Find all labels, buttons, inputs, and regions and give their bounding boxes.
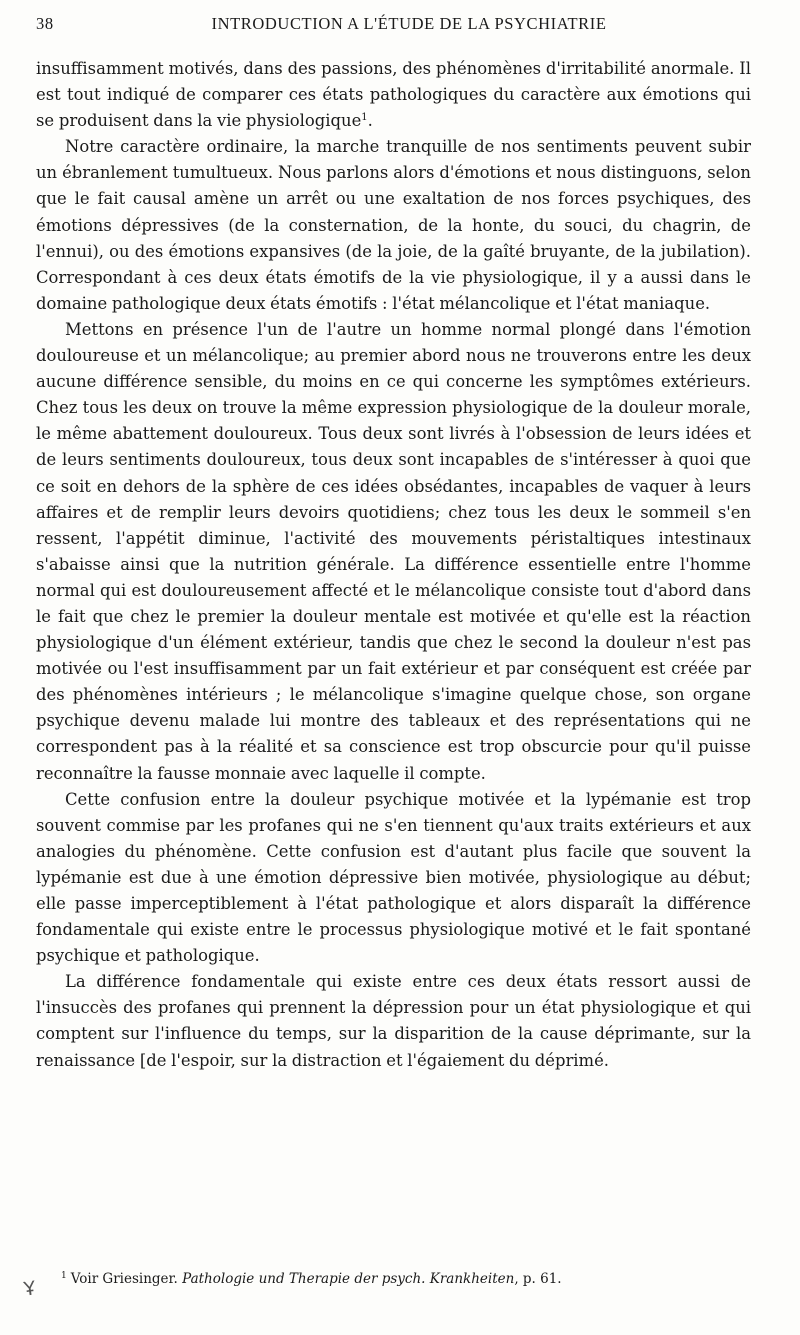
footnote-text: Voir Griesinger. [70,1271,183,1287]
paragraph-4: Cette confusion entre la douleur psychique motivée et la lypémanie est trop souvent commise par les profanes qui ne s'en tiennent qu'aux traits extérieurs et aux analogies du phénomène. Cette confusion est d'autant plus facile que souvent la lypémanie est due à une émotion dépressive bien motivée, physiologique au début; elle passe imperceptiblement à l'état pathologique et alors disparaît la différence fondamentale qui existe entre le processus physiologique motivé et le fait spontané psychique et pathologique. [36,789,751,966]
paragraph-1-end: . [367,111,373,131]
footnote-page: , p. 61. [514,1271,562,1287]
paragraph-1-text: insuffisamment motivés, dans des passions, des phénomènes d'irritabilité anormale. Il est tout indiqué de comparer ces états pathologiques du caractère aux émotions qui se produisent dans la vie physiologique [36,59,751,131]
footnote-mark: 1 [61,1271,67,1281]
paragraph-3: Mettons en présence l'un de l'autre un homme normal plongé dans l'émotion douloureuse et un mélancolique; au premier abord nous ne trouverons entre les deux aucune différence sensible, du moins en ce qui concerne les symptômes extérieurs. Chez tous les deux on trouve la même expression physiologique de la douleur morale, le même abattement douloureux. Tous deux sont livrés à l'obsession de leurs idées et de leurs sentiments douloureux, tous deux sont incapables de s'intéresser à quoi que ce soit en dehors de la sphère de ces idées obsédantes, incapables de vaquer à leurs affaires et de remplir leurs devoirs quotidiens; chez tous les deux le sommeil s'en ressent, l'appétit diminue, l'activité des mouvements péristaltiques intestinaux s'abaisse ainsi que la nutrition générale. La différence essentielle entre l'homme normal qui est douloureusement affecté et le mélancolique consiste tout d'abord dans le fait que chez le premier la douleur mentale est motivée et qu'elle est la réaction physiologique d'un élément extérieur, tandis que chez le second la douleur n'est pas motivée ou l'est insuffisamment par un fait extérieur et par conséquent est créée par des phénomènes intérieurs ; le mélancolique s'imagine quelque chose, son organe psychique devenu malade lui montre des tableaux et des représentations qui ne correspondent pas à la réalité et sa conscience est trop obscurcie pour qu'il puisse reconnaître la fausse monnaie avec laquelle il compte. [36,319,751,783]
footnote-book-title: Pathologie und Therapie der psych. Krankheiten [182,1271,515,1287]
paragraph-1 [36,56,751,134]
running-head [36,14,752,38]
body-text [36,56,751,1074]
running-title: INTRODUCTION A L'ÉTUDE DE LA PSYCHIATRIE [211,14,607,33]
paragraph-2: Notre caractère ordinaire, la marche tranquille de nos sentiments peuvent subir un ébranlement tumultueux. Nous parlons alors d'émotions et nous distinguons, selon que le fait causal amène un arrêt ou une exaltation de nos forces psychiques, des émotions dépressives (de la consternation, de la honte, du souci, du chagrin, de l'ennui), ou des émotions expansives (de la joie, de la gaîté bruyante, de la jubilation). Correspondant à ces deux états émotifs de la vie physiologique, il y a aussi dans le domaine pathologique deux états émotifs : l'état mélancolique et l'état maniaque. [36,137,751,313]
paragraph-5: La différence fondamentale qui existe entre ces deux états ressort aussi de l'insuccès des profanes qui prennent la dépression pour un état physiologique et qui comptent sur l'influence du temps, sur la disparition de la cause déprimante, sur la renaissance [de l'espoir, sur la distraction et l'égaiement du déprimé. [36,972,751,1070]
margin-pencil-mark: Ұ [22,1277,38,1301]
footnote [36,1266,751,1289]
page-number: 38 [36,14,54,33]
footnote-reference: 1 [361,112,368,124]
